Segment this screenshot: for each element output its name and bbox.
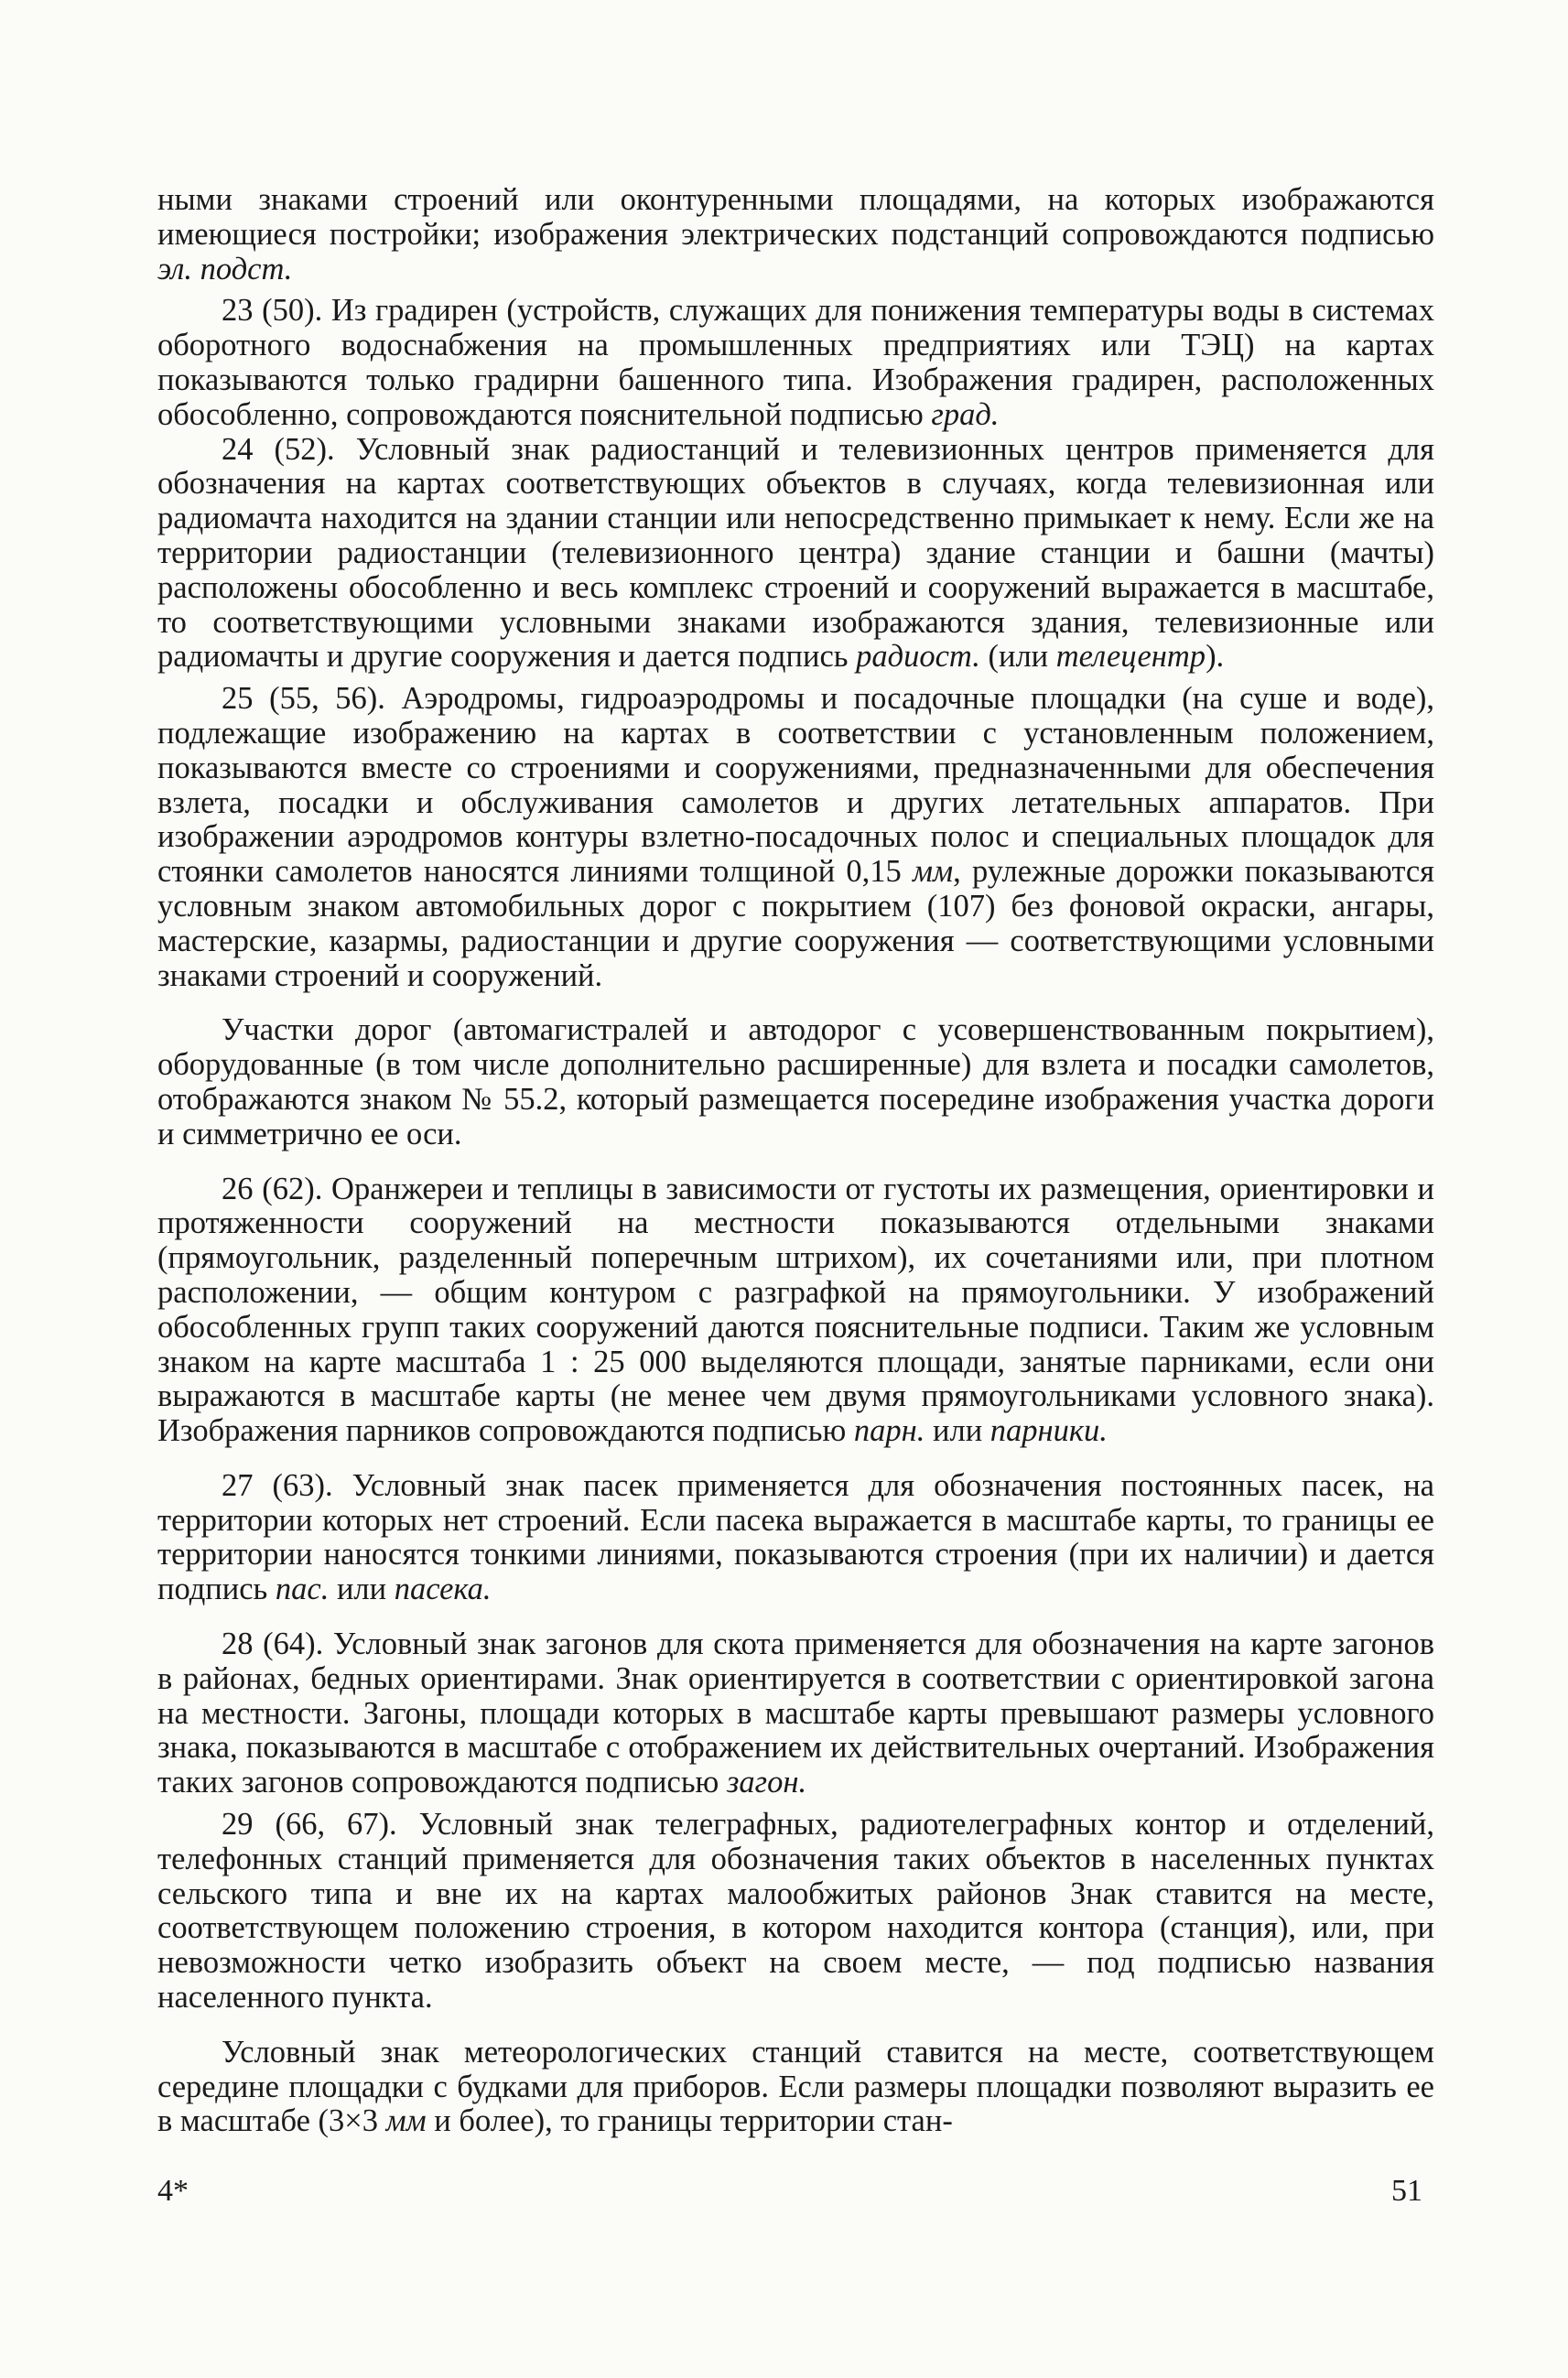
printer-signature: 4*	[157, 2174, 189, 2208]
body-text	[157, 183, 1434, 2139]
italic-term: град.	[931, 396, 1000, 432]
italic-term: эл. подст.	[157, 251, 293, 286]
page-number: 51	[1391, 2174, 1422, 2208]
paragraph-25: 25 (55, 56). Аэродромы, гидроаэродромы и посадочные площадки (на суше и воде), подлежащие изображению на картах в соответствии с установленным положением, показываются вместе со строениями и сооружениями, предназначенными для обеспечения взлета, посадки и обслуживания самолетов и других летательных аппаратов. При изображении аэродромов контуры взлетно-посадочных полос и специальных площадок для стоянки самолетов наносятся линиями толщиной 0,15 мм, рулежные дорожки показываются условным знаком автомобильных дорог с покрытием (107) без фоновой окраски, ангары, мастерские, казармы, радиостанции и другие сооружения — соответствующими условными знаками строений и сооружений.	[157, 681, 1434, 993]
paragraph-continued: ными знаками строений или оконтуренными площадями, на которых изображаются имеющиеся постройки; изображения электрических подстанций сопровождаются подписью эл. подст.	[157, 182, 1434, 286]
paragraph-26: 26 (62). Оранжереи и теплицы в зависимости от густоты их размещения, ориентировки и протяженности сооружений на местности показываются отдельными знаками (прямоугольник, разделенный поперечным штрихом), их сочетаниями или, при плотном расположении, — общим контуром с разграфкой на прямоугольники. У изображений обособленных групп таких сооружений даются пояснительные подписи. Таким же условным знаком на карте масштаба 1 : 25 000 выделяются площади, занятые парниками, если они выражаются в масштабе карты (не менее чем двумя прямоугольниками условного знака). Изображения парников сопровождаются подписью парн. или парники.	[157, 1171, 1434, 1449]
italic-term: радиост.	[856, 639, 980, 675]
italic-term: телецентр	[1055, 639, 1206, 675]
paragraph-28: 28 (64). Условный знак загонов для скота применяется для обозначения на карте загонов в районах, бедных ориентирами. Знак ориентируется в соответствии с ориентировкой загона на местности. Загоны, площади которых в масштабе карты превышают размеры условного знака, показываются в масштабе с отображением их действительных очертаний. Изображения таких загонов сопровождаются подписью загон.	[157, 1627, 1434, 1800]
paragraph-25-continued: Участки дорог (автомагистралей и автодорог с усовершенствованным покрытием), оборудованные (в том числе дополнительно расширенные) для взлета и посадки самолетов, отображаются знаком № 55.2, который размещается посередине изображения участка дороги и симметрично ее оси.	[157, 1012, 1434, 1151]
italic-term: мм	[385, 2103, 427, 2139]
paragraph-29: 29 (66, 67). Условный знак телеграфных, радиотелеграфных контор и отделений, телефонных станций применяется для обозначения таких объектов в населенных пунктах сельского типа и вне их на картах малообжитых районов Знак ставится на месте, соответствующем положению строения, в котором находится контора (станция), или, при невозможности четко изобразить объект на своем месте, — под подписью названия населенного пункта.	[157, 1807, 1434, 2016]
paragraph-29-continued: Условный знак метеорологических станций ставится на месте, соответствующем середине площадки с будками для приборов. Если размеры площадки позволяют выразить ее в масштабе (3×3 мм и более), то границы территории стан-	[157, 2034, 1434, 2139]
italic-term: мм	[913, 854, 954, 890]
italic-term: пас.	[275, 1572, 330, 1607]
paragraph-23: 23 (50). Из градирен (устройств, служащих для понижения температуры воды в системах оборотного водоснабжения на промышленных предприятиях или ТЭЦ) на картах показываются только градирни башенного типа. Изображения градирен, расположенных обособленно, сопровождаются пояснительной подписью град.	[157, 293, 1434, 432]
italic-term: загон.	[726, 1765, 807, 1800]
paragraph-24: 24 (52). Условный знак радиостанций и телевизионных центров применяется для обозначения на картах соответствующих объектов в случаях, когда телевизионная или радиомачта находится на здании станции или непосредственно примыкает к нему. Если же на территории радиостанции (телевизионного центра) здание станции и башни (мачты) расположены обособленно и весь комплекс строений и сооружений выражается в масштабе, то соответствующими условными знаками изображаются здания, телевизионные или радиомачты и другие сооружения и дается подпись радиост. (или телецентр).	[157, 431, 1434, 675]
italic-term: парники.	[989, 1413, 1108, 1449]
italic-term: парн.	[853, 1413, 925, 1449]
paragraph-27: 27 (63). Условный знак пасек применяется для обозначения постоянных пасек, на территории которых нет строений. Если пасека выражается в масштабе карты, то границы ее территории наносятся тонкими линиями, показываются строения (при их наличии) и дается подпись пас. или пасека.	[157, 1467, 1434, 1607]
italic-term: пасека.	[394, 1572, 492, 1607]
